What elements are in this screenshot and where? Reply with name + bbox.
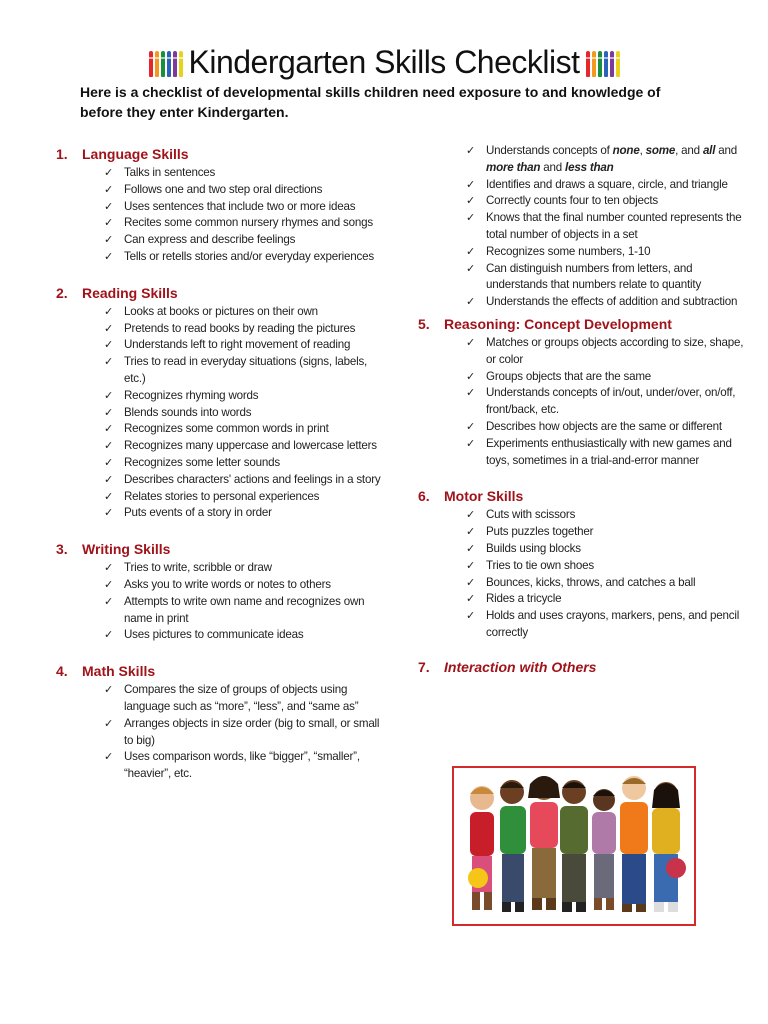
check-icon: ✓ xyxy=(466,212,476,225)
check-icon: ✓ xyxy=(466,195,476,208)
list-item xyxy=(104,560,386,577)
list-item-text: Puts events of a story in order xyxy=(124,506,272,520)
check-icon: ✓ xyxy=(466,576,476,589)
list-item xyxy=(104,627,386,644)
crayon-icon xyxy=(149,51,153,77)
check-icon: ✓ xyxy=(466,296,476,309)
section-interaction xyxy=(418,656,748,678)
crayon-icon xyxy=(155,51,159,77)
list-item-text: Recognizes some common words in print xyxy=(124,422,329,436)
section-reading xyxy=(56,282,386,522)
check-icon: ✓ xyxy=(104,200,114,213)
checklist xyxy=(418,177,748,311)
check-icon: ✓ xyxy=(104,339,114,352)
list-item xyxy=(466,524,748,541)
list-item xyxy=(466,591,748,608)
checklist xyxy=(56,682,386,783)
list-item xyxy=(466,261,748,295)
check-icon: ✓ xyxy=(466,370,476,383)
crayon-icon xyxy=(604,51,608,77)
section-title: Language Skills xyxy=(82,146,189,162)
check-icon: ✓ xyxy=(104,562,114,575)
section-title: Reasoning: Concept Development xyxy=(444,315,672,332)
check-icon: ✓ xyxy=(466,336,476,349)
check-icon: ✓ xyxy=(466,145,476,157)
check-icon: ✓ xyxy=(104,717,114,730)
section-heading xyxy=(418,313,748,335)
crayon-icon xyxy=(586,51,590,77)
section-number: 5. xyxy=(418,315,430,332)
list-item xyxy=(104,304,386,321)
check-icon: ✓ xyxy=(104,440,114,453)
list-item xyxy=(466,244,748,261)
list-item-text: Understands the effects of addition and subtraction xyxy=(486,295,738,309)
section-number: 2. xyxy=(56,284,68,301)
children-group-photo xyxy=(452,766,696,926)
list-item-text: Recognizes some letter sounds xyxy=(124,455,280,469)
check-icon: ✓ xyxy=(104,629,114,642)
check-icon: ✓ xyxy=(104,250,114,263)
title-row xyxy=(0,40,768,84)
list-item xyxy=(104,199,386,216)
check-icon: ✓ xyxy=(104,322,114,335)
list-item-text: Asks you to write words or notes to others xyxy=(124,577,331,591)
list-item xyxy=(104,388,386,405)
list-item xyxy=(104,438,386,455)
list-item xyxy=(104,716,386,750)
check-icon: ✓ xyxy=(104,507,114,520)
list-item xyxy=(104,489,386,506)
list-item xyxy=(104,682,386,716)
section-heading xyxy=(56,538,386,560)
check-icon: ✓ xyxy=(104,234,114,247)
list-item-text: Tries to write, scribble or draw xyxy=(124,561,272,575)
checklist xyxy=(418,335,748,469)
list-item xyxy=(466,608,748,642)
crayon-icon xyxy=(179,51,183,77)
list-item-text: Understands left to right movement of reading xyxy=(124,338,351,352)
checklist xyxy=(56,560,386,644)
list-item-text: Tells or retells stories and/or everyday experiences xyxy=(124,249,374,263)
section-heading xyxy=(56,143,386,165)
right-column xyxy=(418,143,748,678)
list-item xyxy=(104,405,386,422)
intro-text: Here is a checklist of developmental skills children need exposure to and knowledge of before they enter Kindergarten. xyxy=(80,84,661,120)
section-title: Interaction with Others xyxy=(444,658,597,675)
list-item xyxy=(104,505,386,522)
section-writing xyxy=(56,538,386,644)
list-item xyxy=(104,354,386,388)
section-number: 3. xyxy=(56,541,68,558)
crayon-icon xyxy=(598,51,602,77)
section-title: Math Skills xyxy=(82,663,156,680)
list-item xyxy=(104,215,386,232)
list-item xyxy=(104,321,386,338)
left-column xyxy=(56,143,386,783)
list-item-text: Describes how objects are the same or different xyxy=(486,419,722,433)
crayon-icon xyxy=(592,51,596,77)
list-item xyxy=(104,249,386,266)
crayon-icon xyxy=(167,51,171,77)
check-icon: ✓ xyxy=(104,389,114,402)
check-icon: ✓ xyxy=(104,684,114,697)
list-item-text: Cuts with scissors xyxy=(486,508,576,522)
list-item xyxy=(104,455,386,472)
crayons-right-icon xyxy=(586,47,620,77)
list-item xyxy=(466,385,748,419)
math-items-continued xyxy=(418,143,748,177)
checklist xyxy=(56,304,386,522)
check-icon: ✓ xyxy=(104,183,114,196)
list-item-text: Holds and uses crayons, markers, pens, and pencil correctly xyxy=(486,609,740,639)
list-item xyxy=(104,232,386,249)
list-item xyxy=(104,337,386,354)
list-item-text: Experiments enthusiastically with new games and toys, sometimes in a trial-and-error manner xyxy=(486,436,732,467)
section-title: Writing Skills xyxy=(82,541,171,558)
crayon-icon xyxy=(173,51,177,77)
list-item xyxy=(104,182,386,199)
list-item-text: Matches or groups objects according to size, shape, or color xyxy=(486,335,744,366)
list-item xyxy=(104,165,386,182)
check-icon: ✓ xyxy=(104,595,114,608)
list-item xyxy=(104,577,386,594)
list-item xyxy=(104,472,386,489)
checklist xyxy=(418,507,748,641)
section-language xyxy=(56,143,386,266)
check-icon: ✓ xyxy=(104,423,114,436)
list-item-text: Uses comparison words, like “bigger”, “smaller”, “heavier”, etc. xyxy=(124,750,360,781)
list-item-text: Talks in sentences xyxy=(124,166,216,179)
section-number: 4. xyxy=(56,663,68,680)
list-item-text: Correctly counts four to ten objects xyxy=(486,194,658,208)
list-item-text: Compares the size of groups of objects using language such as “more”, “less”, and “same as” xyxy=(124,683,359,713)
check-icon: ✓ xyxy=(104,305,114,318)
section-heading xyxy=(418,485,748,507)
list-item-text: Bounces, kicks, throws, and catches a ball xyxy=(486,575,696,589)
page-title: Kindergarten Skills Checklist xyxy=(188,44,580,80)
list-item xyxy=(466,335,748,369)
list-item-text: Blends sounds into words xyxy=(124,405,252,419)
list-item-text: Uses pictures to communicate ideas xyxy=(124,628,304,642)
crayon-icon xyxy=(610,51,614,77)
children-illustration xyxy=(454,768,694,924)
check-icon: ✓ xyxy=(466,437,476,450)
section-title: Reading Skills xyxy=(82,284,178,301)
list-item-text: Puts puzzles together xyxy=(486,525,594,539)
section-heading xyxy=(56,282,386,304)
check-icon: ✓ xyxy=(104,490,114,503)
section-heading xyxy=(56,660,386,682)
list-item-text: Arranges objects in size order (big to small, or small to big) xyxy=(124,716,380,747)
check-icon: ✓ xyxy=(466,559,476,572)
list-item-text: Groups objects that are the same xyxy=(486,369,652,383)
list-item xyxy=(466,419,748,436)
list-item xyxy=(466,177,748,194)
check-icon: ✓ xyxy=(466,262,476,275)
check-icon: ✓ xyxy=(104,473,114,486)
list-item-text: Recognizes some numbers, 1-10 xyxy=(486,244,651,258)
list-item-text: Recognizes many uppercase and lowercase letters xyxy=(124,439,377,453)
list-item xyxy=(466,369,748,386)
list-item-text: Follows one and two step oral directions xyxy=(124,182,323,196)
check-icon: ✓ xyxy=(104,217,114,230)
list-item xyxy=(104,594,386,628)
list-item xyxy=(466,436,748,470)
check-icon: ✓ xyxy=(104,578,114,591)
section-title: Motor Skills xyxy=(444,488,524,505)
list-item-text: Identifies and draws a square, circle, and triangle xyxy=(486,177,728,191)
list-item-text: Relates stories to personal experiences xyxy=(124,489,320,503)
list-item-text: Builds using blocks xyxy=(486,541,581,555)
math-continued-list xyxy=(418,177,748,311)
list-item-text: Can distinguish numbers from letters, and understands that numbers relate to quantity xyxy=(486,261,702,292)
list-item-text: Understands concepts of in/out, under/over, on/off, front/back, etc. xyxy=(486,386,736,417)
check-icon: ✓ xyxy=(104,751,114,764)
check-icon: ✓ xyxy=(466,610,476,623)
list-item-text: Pretends to read books by reading the pictures xyxy=(124,321,356,335)
list-item-text: Rides a tricycle xyxy=(486,592,562,606)
check-icon: ✓ xyxy=(466,509,476,522)
check-icon: ✓ xyxy=(466,542,476,555)
section-motor xyxy=(418,485,748,641)
list-item xyxy=(104,421,386,438)
list-item-text: Tries to tie own shoes xyxy=(486,558,594,572)
section-number: 1. xyxy=(56,146,68,162)
check-icon: ✓ xyxy=(466,420,476,433)
crayon-icon xyxy=(161,51,165,77)
check-icon: ✓ xyxy=(104,356,114,369)
crayon-icon xyxy=(616,51,620,77)
section-math xyxy=(56,660,386,783)
check-icon: ✓ xyxy=(466,387,476,400)
list-item-text: Can express and describe feelings xyxy=(124,233,296,247)
list-item-text: Recognizes rhyming words xyxy=(124,388,259,402)
check-icon: ✓ xyxy=(104,456,114,469)
section-number: 6. xyxy=(418,488,430,505)
list-item-text: Describes characters' actions and feelings in a story xyxy=(124,472,381,486)
check-icon: ✓ xyxy=(466,178,476,191)
list-item-text: Recites some common nursery rhymes and songs xyxy=(124,216,373,230)
list-item-concepts: ✓ Understands concepts of none, some, and all and more than and less than xyxy=(466,144,737,174)
section-reasoning xyxy=(418,313,748,469)
section-heading xyxy=(418,656,748,678)
list-item xyxy=(466,294,748,311)
list-item-text: Looks at books or pictures on their own xyxy=(124,304,318,318)
list-item xyxy=(466,507,748,524)
list-item-text: Attempts to write own name and recognizes own name in print xyxy=(124,594,365,625)
list-item xyxy=(466,193,748,210)
crayons-left-icon xyxy=(149,47,183,77)
check-icon: ✓ xyxy=(466,526,476,539)
section-number: 7. xyxy=(418,658,430,675)
list-item xyxy=(104,749,386,783)
list-item xyxy=(466,210,748,244)
list-item-text: Tries to read in everyday situations (signs, labels, etc.) xyxy=(124,355,368,385)
check-icon: ✓ xyxy=(466,593,476,606)
check-icon: ✓ xyxy=(104,406,114,419)
checklist xyxy=(56,165,386,266)
list-item-text: Knows that the final number counted represents the total number of objects in a set xyxy=(486,211,742,241)
list-item-text: Uses sentences that include two or more ideas xyxy=(124,199,356,213)
list-item xyxy=(466,558,748,575)
check-icon: ✓ xyxy=(466,245,476,258)
list-item xyxy=(466,541,748,558)
list-item xyxy=(466,575,748,592)
check-icon: ✓ xyxy=(104,167,114,179)
